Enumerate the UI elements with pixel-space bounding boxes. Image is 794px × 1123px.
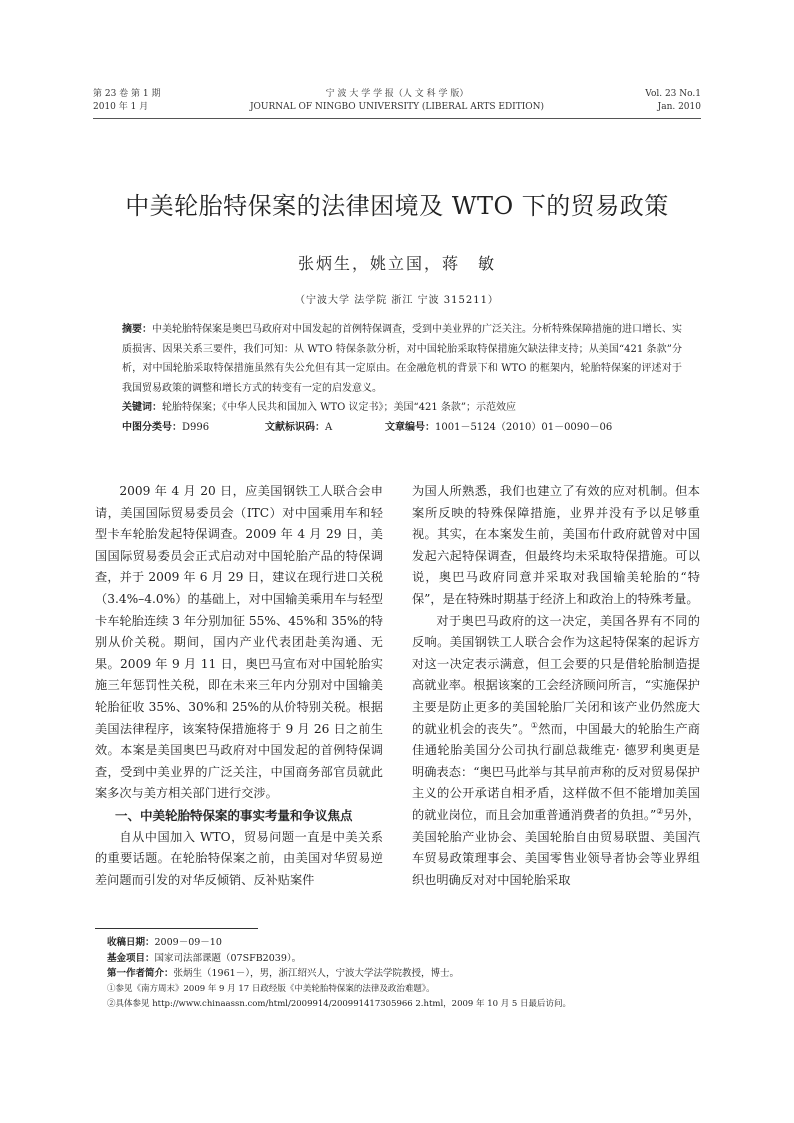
footnote-rule (95, 928, 258, 929)
footnote-ref: ① (530, 720, 539, 730)
received-date (107, 935, 687, 951)
header-journal (93, 88, 701, 114)
doccode-label: 文献标识码： (265, 421, 325, 433)
article-value: 1001－5124（2010）01－0090－06 (435, 421, 613, 433)
keywords-line (122, 398, 682, 418)
header-vol-no: Vol. 23 No.1 (645, 89, 701, 99)
fund-label: 基金项目： (107, 952, 155, 964)
header-volume-en (645, 88, 701, 114)
classification-line (122, 418, 682, 438)
header-rule (93, 118, 701, 119)
clc-value: D996 (182, 421, 210, 433)
body-text: 另外，美国轮胎产业协会、美国轮胎自由贸易联盟、美国汽车贸易政策理事会、美国零售业领导者协会等业界组织也明确反对对中国轮胎采取 (412, 807, 700, 887)
running-header (93, 88, 701, 122)
paper-authors: 张炳生，姚立国，蒋 敏 (297, 254, 496, 273)
author-bio-label: 第一作者简介： (107, 968, 174, 979)
clc-group (122, 418, 265, 438)
section-heading: 一、中美轮胎特保案的事实考量和争议焦点 (115, 807, 353, 823)
footnotes-block (107, 935, 687, 1013)
header-journal-cn: 宁 波 大 学 学 报（人 文 科 学 版） (325, 89, 469, 99)
abstract-block (122, 320, 682, 437)
fund-line (107, 951, 687, 967)
body-paragraph (412, 611, 700, 892)
received-value: 2009－09－10 (154, 937, 222, 948)
body-paragraph: 2009 年 4 月 20 日，应美国钢铁工人联合会申请，美国国际贸易委员会（ITC）对中国乘用车和轻型卡车轮胎发起特保调查。2009 年 4 月 29 日，美国国际贸易委员会正式启动对中国轮胎产品的特保调查，并于 2009 年 6 月 29 日，建议在现行进口关税（3.4%–4.0%）的基础上，对中国输美乘用车与轻型卡车轮胎连续 3 年分别加征 55%、45%和 35%的特别从价关税。期间，国内产业代表团赴美沟通、无果。2009 年 9 月 11 日，奥巴马宣布对中国轮胎实施三年惩罚性关税，即在未来三年内分别对中国输美轮胎征收 35%、30%和 25%的从价特别关税。根据美国法律程序，该案特保措施将于 9 月 26 日之前生效。本案是美国奥巴马政府对中国发起的首例特保调查，受到中美业界的广泛关注，中国商务部官员就此案多次与美方相关部门进行交涉。 (95, 484, 383, 801)
header-date-cn: 2010 年 1 月 (93, 102, 149, 112)
abstract-text: 中美轮胎特保案是奥巴马政府对中国发起的首例特保调查，受到中美业界的广泛关注。分析特殊保障措施的进口增长、实质损害、因果关系三要件，我们可知：从 WTO 特保条款分析，对中国轮胎采取特保措施欠缺法律支持；从美国“421 条款”分析，对中国轮胎采取特保措施虽然有失公允但有其一定原由。在金融危机的背景下和 WTO 的框架内，轮胎特保案的评述对于我国贸易政策的调整和增长方式的转变有一定的启发意义。 (122, 324, 682, 394)
doccode-value: A (325, 421, 333, 433)
article-label: 文章编号： (385, 421, 435, 433)
footnote-1: ①参见《南方周末》2009 年 9 月 17 日政经版《中美轮胎特保案的法律及政治难题》。 (107, 983, 435, 994)
body-text: 然而，中国最大的轮胎生产商佳通轮胎美国分公司执行副总裁维克· 德罗利奥更是明确表态：“奥巴马此举与其早前声称的反对贸易保护主义的公开承诺自相矛盾，这样做不但不能增加美国的就业岗位，而且会加重普通消费者的负担。” (412, 721, 700, 822)
body-paragraph: 为国人所熟悉，我们也建立了有效的应对机制。但本案所反映的特殊保障措施，业界并没有予以足够重视。其实，在本案发生前，美国布什政府就曾对中国发起六起特保调查，但最终均未采取特保措施。可以说，奥巴马政府同意并采取对我国输美轮胎的“特保”，是在特殊时期基于经济上和政治上的特殊考量。 (412, 484, 700, 606)
body-column-right (412, 481, 700, 891)
paper-affiliation: （宁波大学 法学院 浙江 宁波 315211） (295, 295, 499, 306)
author-bio (107, 966, 687, 982)
header-date-en: Jan. 2010 (657, 102, 701, 112)
keywords-text: 轮胎特保案；《中华人民共和国加入 WTO 议定书》；美国“421 条款”；示范效应 (162, 402, 516, 413)
keywords-label: 关键词： (122, 402, 162, 413)
body-text: 对于奥巴马政府的这一决定，美国各界有不同的反响。美国钢铁工人联合会作为这起特保案的起诉方对这一决定表示满意，但工会要的只是借轮胎制造提高就业率。根据该案的工会经济顾问所言，“实施保护主要是防止更多的美国轮胎厂关闭和该产业仍然庞大的就业机会的丧失”。 (412, 613, 700, 736)
clc-label: 中图分类号： (122, 421, 182, 433)
abstract-label: 摘要： (122, 324, 152, 335)
received-label: 收稿日期： (107, 937, 155, 948)
body-paragraph: 自从中国加入 WTO，贸易问题一直是中美关系的重要话题。在轮胎特保案之前，由美国对华贸易逆差问题而引发的对华反倾销、反补贴案件 (95, 829, 383, 887)
article-group (385, 418, 612, 438)
doccode-group (265, 418, 385, 438)
footnote-ref: ② (656, 806, 664, 816)
header-volume-issue: 第 23 卷 第 1 期 (93, 89, 161, 99)
author-bio-value: 张炳生（1961－），男，浙江绍兴人，宁波大学法学院教授，博士。 (173, 968, 459, 979)
footnote-2: ②具体参见 http://www.chinaassn.com/html/2009914/200991417305966 2.html，2009 年 10 月 5 日最后访问。 (107, 999, 572, 1009)
fund-value: 国家司法部课题（07SFB2039）。 (154, 952, 302, 964)
paper-title: 中美轮胎特保案的法律困境及 WTO 下的贸易政策 (125, 192, 669, 220)
abstract-paragraph (122, 320, 682, 398)
header-journal-en: JOURNAL OF NINGBO UNIVERSITY (LIBERAL ARTS EDITION) (249, 102, 545, 112)
body-column-left (95, 481, 383, 891)
